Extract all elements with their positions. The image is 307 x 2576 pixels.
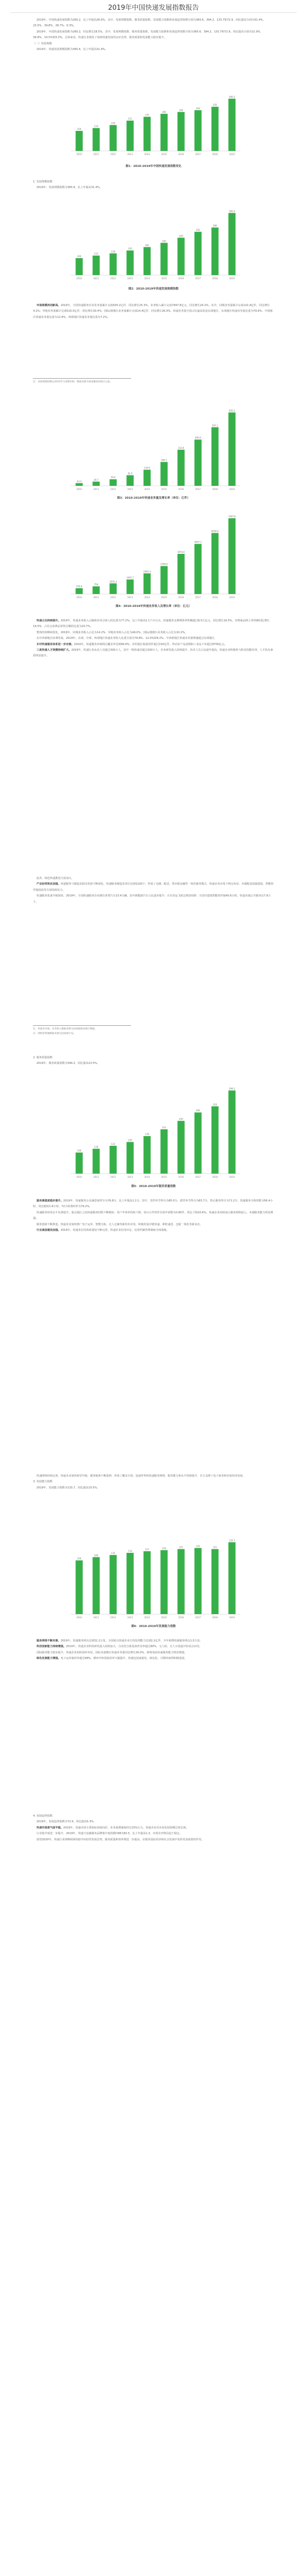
chart-data-label: 100 — [77, 1149, 82, 1153]
chart-data-label: 121 — [213, 1546, 217, 1549]
chart-bar-2018 — [212, 1106, 219, 1174]
chart-bar-2016 — [177, 112, 185, 151]
chart-data-label: 117 — [145, 1548, 149, 1551]
chart-data-label: 312.8 — [178, 446, 184, 449]
env-section — [33, 876, 274, 905]
chart-bar-2015 — [160, 114, 168, 151]
chart-data-label: 1055.3 — [109, 580, 117, 583]
chart-bar-2017 — [195, 1548, 202, 1614]
trend-text: 2019年，发展趋势指数为72.9，同比提高5.3%。 — [36, 1820, 96, 1824]
chart-bar-2012 — [109, 125, 117, 151]
chart-bar-2011 — [92, 256, 100, 275]
chart-data-label: 220 — [179, 234, 183, 238]
chart-bar-2015 — [160, 566, 168, 594]
chart-data-label: 151 — [128, 117, 132, 121]
chart-bar-2016 — [177, 450, 185, 486]
volume-lead: 市场规模再创新高。 — [36, 304, 61, 307]
chart-data-label: 100 — [77, 255, 82, 258]
volume-section — [33, 303, 274, 320]
chart-bar-2011 — [92, 586, 100, 594]
chart-data-label: 206.7 — [161, 459, 167, 462]
capacity-text: 2019年，发展能力指数为133.7，同比提高10.5%。 — [36, 1486, 100, 1489]
chart-tick-label: 2010 — [76, 1616, 82, 1619]
chart-tick-label: 2016 — [178, 1176, 184, 1178]
trend-heading: 4. 发展趋势指数 — [33, 1815, 53, 1818]
chart-data-label: 121 — [179, 1546, 183, 1549]
chart-data-label: 110 — [111, 1552, 116, 1555]
chart-data-label: 106 — [94, 1554, 99, 1557]
chart-tick-label: 2015 — [161, 596, 167, 599]
chart-4 — [63, 510, 244, 600]
chart-bar-2016 — [177, 1549, 185, 1614]
chart-tick-label: 2014 — [144, 153, 150, 156]
share-text-5: 2019年，快递行业从业人员超过300万人，其中一线快递员超过200万人，企业研发投入持续提升，技术人员占比逐年提高。快递企业积极参与职业技能培训，人才队伍素质明显提升。 — [33, 649, 273, 658]
chart-tick-label: 2018 — [212, 153, 218, 156]
figure-2-caption: 图2：2010-2019年快递发展规模指数 — [128, 287, 179, 291]
chart-data-label: 190 — [162, 240, 166, 243]
capacity2-text-1: 2019年，快递服务网点达到31.2万处，全国重点快递企业日均处理能力达到2.2亿件，全年新增快递服务网点1.5万处。 — [60, 1639, 203, 1642]
chart-tick-label: 2012 — [110, 153, 116, 156]
chart-tick-label: 2018 — [212, 277, 218, 280]
chart-data-label: 170 — [145, 113, 149, 116]
capacity2-lead: 服务网络不断完善。 — [36, 1639, 61, 1642]
env-intro: 此外，绿色快递推进力度加大。 — [36, 877, 74, 880]
chart-tick-label: 2017 — [195, 1616, 201, 1619]
chart-tick-label: 2012 — [110, 1616, 116, 1619]
chart-tick-label: 2017 — [195, 153, 201, 156]
chart-data-label: 7497.8 — [228, 515, 236, 518]
chart-data-label: 145 — [128, 247, 132, 250]
chart-data-label: 129 — [111, 122, 116, 125]
chart-data-label: 255 — [196, 228, 200, 231]
share-paragraph-1 — [33, 618, 274, 630]
chart-tick-label: 2019 — [229, 596, 235, 599]
volume-text: 2019年，全国快递服务企业业务量累计完成635.2亿件，同比增长25.3%，业务收入累计完成7497.8亿元，同比增长24.2%。其中，同城业务量累计完成110.4亿件，同比增长4.2%；异地业务量累计完成510.5亿件，同比增长30.4%；国际/港澳台业务量累计完成14.4亿件，同比增长26.0%。快递业务量全国占比最高的是东部地区，东部地区快递业务量比重为79.9%，中部地区快递业务量比重为12.9%，西部地区快递业务量比重为7.2%。 — [33, 304, 273, 319]
chart-tick-label: 2017 — [195, 277, 201, 280]
chart-tick-label: 2010 — [76, 153, 82, 156]
chart-data-label: 115 — [94, 252, 99, 256]
chart-data-label: 250 — [179, 1117, 183, 1121]
chart-bar-2014 — [143, 247, 151, 275]
figure-1-caption: 图1：2010-2019年中国快递发展指数变化 — [125, 165, 182, 168]
chart-1 — [63, 88, 244, 157]
chart-6 — [63, 1525, 244, 1620]
chart-bar-2013 — [126, 475, 134, 486]
chart-3 — [63, 402, 244, 492]
chart-data-label: 36.7 — [93, 478, 99, 481]
chart-data-label: 394.2 — [229, 1087, 235, 1090]
chart-tick-label: 2010 — [76, 1176, 82, 1178]
chart-tick-label: 2015 — [161, 488, 167, 490]
chart-tick-label: 2019 — [229, 488, 235, 490]
figure-6 — [63, 1525, 244, 1620]
trend-paragraph-3: 展望2020年，快递行业将继续保持稳中向好的发展态势，服务质量和效率将进一步提高，在服务国民经济和社会发展中发挥更加重要的作用。 — [36, 1838, 204, 1841]
env-footnote-2: 注：网络零售额数据来源为国家统计局。 — [33, 1032, 76, 1035]
chart-bar-2014 — [143, 573, 151, 594]
chart-bar-2013 — [126, 1142, 134, 1174]
capacity-section — [33, 1473, 274, 1491]
capacity2-text-2: 2019年，快递企业科技研发投入持续加大，自动化分拣设备普及率超过80%，无人机、无人车投递开始试点应用。 — [66, 1645, 202, 1649]
chart-bar-2012 — [109, 479, 117, 486]
chart-data-label: 210 — [162, 1126, 166, 1129]
chart-bar-2014 — [143, 117, 151, 151]
chart-tick-label: 2017 — [195, 488, 201, 490]
chart-bar-2019 — [229, 1542, 236, 1614]
chart-tick-label: 2011 — [93, 277, 99, 280]
chart-bar-2010 — [76, 1153, 83, 1174]
intro-subtext: 2019年，快递发展规模指数为365.6，比上年提高31.4%。 — [36, 48, 108, 52]
share-lead-3: 三是快递人才规模持续扩大。 — [36, 649, 72, 652]
chart-bar-2011 — [92, 482, 100, 486]
chart-bar-2018 — [212, 1549, 219, 1614]
intro-subheading: （一）发展规模 — [33, 42, 52, 45]
env-lead: 产业协同效应加强。 — [36, 883, 61, 886]
chart-tick-label: 2014 — [144, 1616, 150, 1619]
satisfaction-paragraph-1 — [33, 1198, 274, 1210]
satisfaction-text-4: 2019年，快递业信用体系建设不断完善，快递企业信用评定、信用档案管理制度全面落地。 — [60, 1229, 169, 1232]
capacity2-lead-3: 绿色发展能力增强。 — [36, 1657, 61, 1660]
chart-bar-2016 — [177, 1121, 185, 1174]
figure-5-caption: 图5：2010-2019年服务质量指数 — [131, 1185, 176, 1188]
chart-tick-label: 2018 — [212, 488, 218, 490]
chart-tick-label: 2011 — [93, 596, 99, 599]
capacity2-section — [33, 1638, 274, 1662]
chart-tick-label: 2019 — [229, 1176, 235, 1178]
chart-tick-label: 2018 — [212, 1616, 218, 1619]
share-lead: 快递占比持续提升。 — [36, 619, 61, 622]
env-paragraph-1 — [33, 882, 274, 893]
intro-section — [33, 18, 274, 53]
trend-section — [33, 1814, 274, 1843]
chart-data-label: 194 — [179, 109, 183, 112]
chart-bar-2017 — [195, 544, 202, 594]
chart-bar-2012 — [109, 253, 117, 275]
chart-bar-2019 — [229, 213, 236, 275]
chart-tick-label: 2019 — [229, 1616, 235, 1619]
chart-data-label: 574.6 — [76, 585, 83, 588]
chart-tick-label: 2016 — [178, 153, 184, 156]
chart-tick-label: 2014 — [144, 277, 150, 280]
chart-data-label: 91.9 — [127, 472, 133, 475]
share-section — [33, 618, 274, 659]
chart-data-label: 23.4 — [76, 480, 82, 483]
chart-tick-label: 2015 — [161, 277, 167, 280]
chart-bar-2019 — [229, 99, 236, 151]
chart-data-label: 3974.4 — [177, 551, 185, 553]
chart-data-label: 220 — [213, 104, 217, 107]
share-lead-2: 乡村快递服务体系进一步完善。 — [36, 642, 74, 646]
capacity2-paragraph-4 — [33, 1656, 274, 1662]
chart-data-label: 123 — [196, 1545, 200, 1548]
chart-bar-2010 — [76, 483, 83, 486]
chart-tick-label: 2013 — [127, 488, 133, 490]
chart-tick-label: 2017 — [195, 1176, 201, 1178]
satisfaction-lead-2: 行业诚信建设加强。 — [36, 1229, 61, 1232]
chart-bar-2013 — [126, 1553, 134, 1614]
chart-tick-label: 2010 — [76, 277, 82, 280]
chart-tick-label: 2011 — [93, 153, 99, 156]
chart-bar-2014 — [143, 1136, 151, 1174]
share-paragraph-4 — [33, 642, 274, 648]
chart-data-label: 185 — [162, 110, 166, 113]
chart-bar-2012 — [109, 583, 117, 594]
chart-tick-label: 2012 — [110, 488, 116, 490]
chart-data-label: 132 — [111, 1142, 116, 1145]
capacity2-text-4: 电子运单使用率超过98%，循环中转袋使用率大幅提升，快递包装减量化、绿色化、可循环取得积极进展。 — [60, 1657, 187, 1660]
satisfaction-text-1: 2019年，快递服务公众满意度得分为76.8分，比上年提高1.1分。其中，寄件环节得分为85.0分，派件环节得分为83.7分，售后服务得分为71.2分。快递服务全程时限为56.4小时，同比缩短1.8小时，72小时准时率为79.2%。 — [33, 1199, 273, 1209]
figure-4-caption: 图4：2010-2019年快递业务收入及增长率（单位：亿元） — [116, 605, 191, 608]
chart-data-label: 178 — [145, 1133, 149, 1136]
figure-1 — [63, 88, 244, 157]
chart-tick-label: 2016 — [178, 1616, 184, 1619]
chart-bar-2011 — [92, 1149, 100, 1174]
chart-bar-2015 — [160, 1129, 168, 1174]
chart-data-label: 758 — [94, 583, 99, 586]
chart-data-label: 507.1 — [212, 424, 218, 427]
chart-data-label: 400.6 — [195, 436, 201, 439]
scale-heading: 1. 发展规模指数 — [33, 180, 53, 183]
satisfaction-paragraph-4 — [33, 1228, 274, 1233]
chart-bar-2010 — [76, 258, 83, 275]
capacity2-paragraph-1 — [33, 1638, 274, 1644]
figure-2 — [63, 204, 244, 281]
chart-data-label: 365.6 — [229, 210, 235, 213]
chart-tick-label: 2019 — [229, 153, 235, 156]
figure-5 — [63, 1082, 244, 1180]
chart-data-label: 319 — [213, 1103, 217, 1106]
chart-bar-2010 — [76, 588, 83, 594]
chart-data-label: 100 — [77, 1557, 82, 1560]
trend-lead: 快递市场景气度平稳。 — [36, 1826, 63, 1829]
chart-bar-2017 — [195, 232, 202, 275]
chart-data-label: 118 — [94, 1145, 99, 1148]
chart-tick-label: 2018 — [212, 596, 218, 599]
chart-tick-label: 2014 — [144, 596, 150, 599]
env-footnote-1: 注：快递业务量、业务收入数据来源为国家邮政局统计数据。 — [33, 1028, 98, 1030]
figure-6-caption: 图6：2010-2019年发展能力指数 — [131, 1625, 176, 1628]
chart-data-label: 6038.4 — [211, 530, 219, 533]
chart-tick-label: 2013 — [127, 153, 133, 156]
chart-tick-label: 2011 — [93, 1616, 99, 1619]
trend-paragraph-1 — [33, 1825, 274, 1831]
chart-tick-label: 2016 — [178, 488, 184, 490]
chart-bar-2019 — [229, 518, 236, 594]
chart-tick-label: 2011 — [93, 488, 99, 490]
chart-data-label: 133.7 — [229, 1539, 235, 1542]
chart-tick-label: 2011 — [93, 1176, 99, 1178]
volume-paragraph — [33, 303, 274, 320]
scale-text: 2019年，发展规模指数为365.6，比上年提高31.4%。 — [36, 186, 103, 190]
chart-data-label: 165 — [145, 244, 149, 247]
chart-tick-label: 2013 — [127, 277, 133, 280]
quality-heading: 2. 服务质量指数 — [33, 1056, 53, 1059]
chart-tick-label: 2015 — [161, 153, 167, 156]
trend-text-1: 2019年，快递市场主要指标持续向好，业务量增速保持在25%左右，快递企业对未来发展预期总体乐观。 — [63, 1826, 189, 1829]
satisfaction-section — [33, 1198, 274, 1233]
capacity-paragraph-1: 快递网络持续完善。快递企业加快转型升级，服务链条不断延伸，形成了覆盖全国、连通世界的快递服务网络，服务能力和水平持续提升，有力支撑了电子商务和实体经济发展。 — [36, 1475, 246, 1478]
chart-2 — [63, 204, 244, 281]
chart-tick-label: 2016 — [178, 596, 184, 599]
share-text: 2019年，快递业务收入占邮政业务总收入的比重为77.2%，比上年提高1.1个百分点。快递服务支撑网络零售额超过8.5万亿元，同比增长16.5%，实物商品网上零售额同比增长19.5%，占社会消费品零售总额的比重为20.7%。 — [33, 619, 270, 629]
page-title: 2019年中国快递发展指数报告 — [108, 4, 199, 12]
chart-data-label: 4957.1 — [194, 540, 202, 544]
capacity-heading: 3. 发展能力指数 — [33, 1480, 53, 1484]
chart-bar-2013 — [126, 250, 134, 275]
chart-tick-label: 2019 — [229, 277, 235, 280]
share-paragraph-5 — [33, 648, 274, 659]
satisfaction-paragraph-2: 快递服务时效水平显著提升。重点地区之间快递服务时限不断缩短，用户申诉率持续下降，每百万件快件有效申诉数为0.85件，同比下降20.6%。快递企业持续加大服务网络投入，末端服务能力明显增强。 — [33, 1211, 273, 1221]
chart-tick-label: 2012 — [110, 1176, 116, 1178]
chart-data-label: 128 — [111, 250, 116, 253]
chart-bar-2011 — [92, 1557, 100, 1614]
chart-bar-2013 — [126, 580, 134, 594]
chart-data-label: 2045.4 — [143, 570, 151, 573]
chart-tick-label: 2015 — [161, 1616, 167, 1619]
share-paragraph-3: 东中西部地区协调发展。2019年，东部、中部、西部地区快递业务收入比重分别为79.8%、12.0%和8.2%，中西部地区快递业务量增速超过东部地区。 — [36, 637, 217, 640]
chart-tick-label: 2010 — [76, 596, 82, 599]
figure-3-caption: 图3：2010-2019年快递业务量及增长率（单位：亿件） — [117, 497, 190, 500]
title-divider — [10, 12, 297, 13]
chart-bar-2015 — [160, 462, 168, 486]
chart-bar-2015 — [160, 1550, 168, 1614]
chart-bar-2010 — [76, 1561, 83, 1614]
quality-section — [33, 1055, 274, 1067]
chart-tick-label: 2014 — [144, 488, 150, 490]
chart-bar-2014 — [143, 470, 151, 486]
chart-bar-2018 — [212, 228, 219, 275]
chart-data-label: 56.9 — [110, 476, 116, 479]
chart-bar-2018 — [212, 533, 219, 595]
chart-tick-label: 2017 — [195, 596, 201, 599]
chart-data-label: 2769.6 — [160, 563, 168, 566]
chart-tick-label: 2010 — [76, 488, 82, 490]
chart-tick-label: 2013 — [127, 1176, 133, 1178]
capacity2-lead-2: 科技创新能力持续增强。 — [36, 1645, 66, 1649]
chart-bar-2017 — [195, 439, 202, 486]
chart-tick-label: 2014 — [144, 1176, 150, 1178]
chart-bar-2018 — [212, 107, 219, 151]
chart-tick-label: 2013 — [127, 596, 133, 599]
chart-data-label: 280 — [213, 224, 217, 227]
chart-data-label: 1441.7 — [126, 576, 134, 579]
chart-bar-2012 — [109, 1555, 117, 1614]
chart-bar-2018 — [212, 427, 219, 486]
figure-4 — [63, 510, 244, 600]
satisfaction-lead: 服务满意度稳步提升。 — [36, 1199, 63, 1202]
chart-bar-2010 — [76, 131, 83, 151]
chart-bar-2012 — [109, 1146, 117, 1174]
chart-bar-2015 — [160, 243, 168, 275]
figure-3 — [63, 402, 244, 492]
chart-5 — [63, 1082, 244, 1180]
chart-tick-label: 2015 — [161, 1176, 167, 1178]
chart-data-label: 290 — [196, 1109, 200, 1112]
scale-section — [33, 179, 274, 191]
chart-bar-2019 — [229, 1091, 236, 1174]
chart-data-label: 635.2 — [229, 409, 235, 412]
chart-bar-2017 — [195, 110, 202, 151]
chart-data-label: 114 — [94, 125, 99, 128]
volume-footnote: 注：发展规模指数以2010年为基期100，数据来源为国家邮政局统计公报。 — [33, 381, 112, 383]
intro-paragraph-1: 2019年，中国快递发展指数为260.2，比上年提高26.6%，其中，发展规模指数、服务质量指数、发展能力指数和发展趋势指数分别为365.6、394.2、133.7和72.9，同比提高分别为31.4%、23.5%、39.8%、28.7%、6.3%。 — [33, 19, 266, 28]
chart-tick-label: 2013 — [127, 1616, 133, 1619]
chart-bar-2011 — [92, 128, 100, 151]
chart-bar-2016 — [177, 554, 185, 594]
chart-data-label: 203 — [196, 107, 200, 110]
chart-tick-label: 2012 — [110, 277, 116, 280]
share-text-4: 2019年，快递服务乡镇网点覆盖率达到96.6%，农村地区收投快件超过150亿件，带动农产品进城和工业品下乡超过8700亿元。 — [74, 642, 227, 646]
chart-data-label: 260.2 — [229, 95, 235, 98]
intro-paragraph-2: 2019年，中国快递发展指数为260.2，同比增长18.5%。其中，发展规模指数、服务质量指数、发展能力指数和发展趋势指数分别为365.6、394.2、133.7和72.9，同比提高分别为21.9%、39.8%、10.5%和5.3%。总体来看，快递行业保持了持续快速发展的良好态势，服务质量和发展能力稳步提升。 — [33, 30, 263, 40]
capacity2-paragraph-3: 国际服务能力稳步提升。快递企业加快海外布局，国际及港澳台快递业务量同比增长26.0%，跨境电商寄递服务能力明显增强。 — [36, 1651, 187, 1654]
chart-data-label: 100 — [77, 128, 82, 130]
chart-data-label: 119 — [162, 1547, 166, 1550]
chart-bar-2017 — [195, 1112, 202, 1174]
chart-tick-label: 2018 — [212, 1176, 218, 1178]
footnote-divider-2 — [33, 1025, 131, 1026]
chart-tick-label: 2016 — [178, 277, 184, 280]
satisfaction-paragraph-3: 服务创新不断推进。快递企业加快推广电子运单、智能分拣、无人仓储等新技术应用，积极发展冷链快递、即时递送、仓配一体化等新业态。 — [36, 1223, 203, 1226]
env-text-1: 快递服务与制造业联动发展不断深化，快递服务制造业项目达到1100个，形成了仓储、配送、供应链金融等一体化服务模式。快递企业在线下网点布局、末端配送设施建设、智能快件箱投放等方面持续发力。 — [33, 883, 274, 892]
quality-text: 2019年，服务质量指数为394.2，同比提高23.5%。 — [36, 1062, 100, 1065]
footnote-divider-1 — [33, 378, 131, 379]
capacity2-paragraph-2 — [33, 1644, 274, 1650]
chart-bar-2014 — [143, 1551, 151, 1614]
chart-data-label: 114 — [128, 1550, 132, 1553]
chart-bar-2013 — [126, 121, 134, 151]
chart-tick-label: 2012 — [110, 596, 116, 599]
trend-paragraph-2: 行业集中度进一步提升。2019年，快递与包裹服务品牌集中度指数CR8为82.5，比上年提高1.3，市场竞争格局趋于稳定。 — [36, 1832, 182, 1836]
chart-bar-2019 — [229, 413, 236, 486]
chart-bar-2016 — [177, 238, 185, 275]
chart-data-label: 139.6 — [144, 466, 150, 469]
env-paragraph-2: 快递服务装备升级加快。2019年，全国快递服务企业拥有各类汽车23.4万辆，其中新能源汽车占比逐步提升；自有货运飞机达到103架；全国共建成智能快件箱40.6万组，快递末端公共服务站7.8万个。 — [33, 894, 271, 904]
chart-data-label: 150 — [128, 1139, 132, 1142]
share-paragraph-2: 整体结构继续优化。2019年，同城业务收入占比为14.2%，异地业务收入占比为49.0%，国际/港澳台业务收入占比为10.2%。 — [36, 631, 188, 634]
